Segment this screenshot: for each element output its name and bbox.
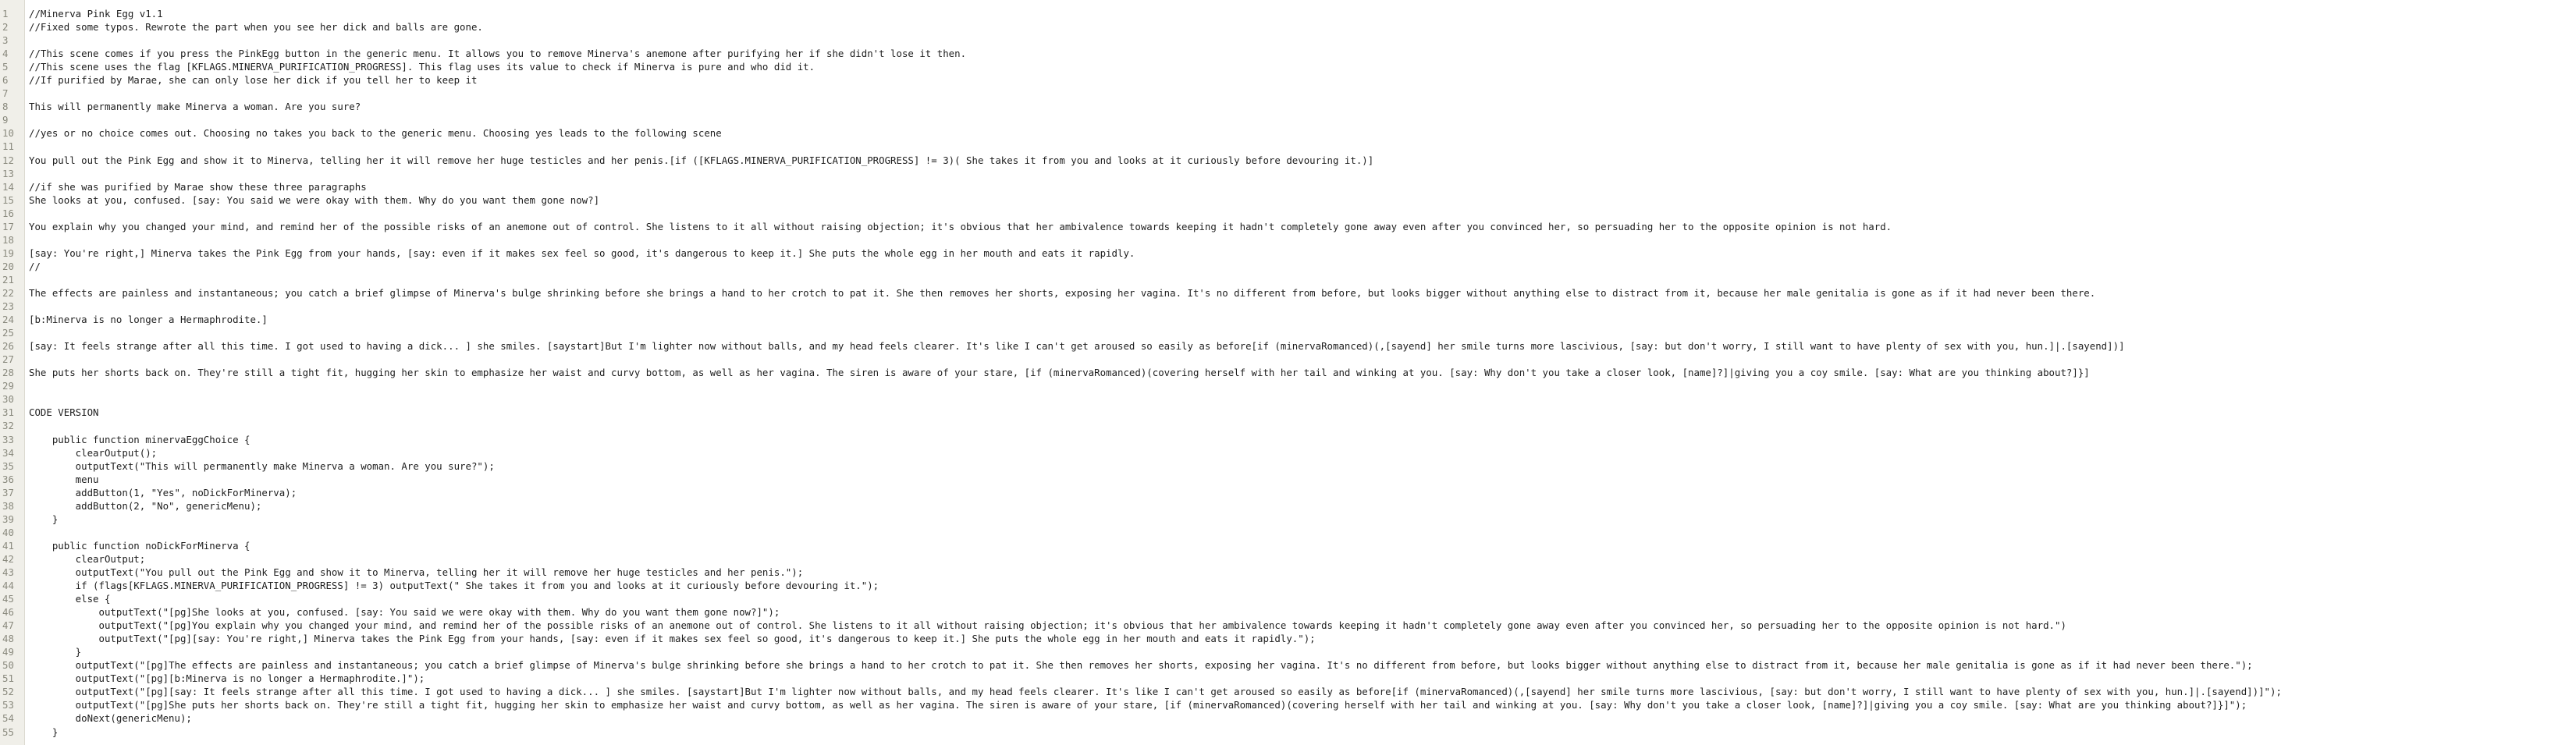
line-number: 43 [2,566,14,578]
code-line[interactable] [29,273,2576,286]
line-number: 8 [2,101,9,113]
code-line[interactable] [29,353,2576,366]
line-number: 20 [2,260,14,272]
line-number: 17 [2,220,14,232]
code-line[interactable]: outputText("[pg]She puts her shorts back on. They're still a tight fit, hugging her skin to emphasize her waist and curvy bottom, as well as her vagina. The siren is aware of your stare, [if (minervaRomanced)(covering herself with her tail and winking at you. [say: Why don't you take a closer look, [name]?]|giving you a coy smile. [say: What are you thinking about?]}]"); [29,699,2247,711]
code-area[interactable] [25,0,2576,745]
line-number: 32 [2,420,14,432]
code-line[interactable]: //Minerva Pink Egg v1.1 [29,8,163,20]
line-number: 3 [2,34,9,47]
code-line[interactable]: You explain why you changed your mind, and remind her of the possible risks of an anemone out of control. She listens to it all without raising objection; it's obvious that her ambivalence towards keeping it hadn't completely gone away even after you convinced her, so persuading her to the opposite opinion is not hard. [29,220,1892,232]
line-number: 5 [2,61,9,73]
line-number: 42 [2,552,14,565]
line-number: 2 [2,21,9,34]
line-number: 33 [2,433,14,445]
code-line[interactable] [29,167,2576,180]
code-line[interactable]: This will permanently make Minerva a woman. Are you sure? [29,101,361,113]
code-line[interactable]: [say: It feels strange after all this time. I got used to having a dick... ] she smiles. [saystart]But I'm lighter now without balls, and my head feels clearer. It's like I can't get aroused so easily as before[if (minervaRomanced)(,[sayend] her smile turns more lascivious, [say: but don't worry, I still want to have plenty of sex with you, hun.]|.[sayend])] [29,340,2125,353]
line-number: 35 [2,459,14,472]
code-line[interactable]: doNext(genericMenu); [29,712,192,725]
code-line[interactable]: public function noDickForMinerva { [29,539,250,552]
code-line[interactable]: // [29,260,41,272]
code-line[interactable]: //This scene uses the flag [KFLAGS.MINERVA_PURIFICATION_PROGRESS]. This flag uses its value to check if Minerva is pure and who did it. [29,61,815,73]
code-line[interactable]: addButton(2, "No", genericMenu); [29,499,262,512]
code-line[interactable] [29,392,2576,406]
line-number: 23 [2,300,14,313]
code-line[interactable] [29,207,2576,220]
code-line[interactable]: clearOutput(); [29,446,158,459]
line-number: 47 [2,619,14,632]
line-number: 46 [2,606,14,619]
line-number: 53 [2,699,14,711]
line-number: 48 [2,633,14,645]
line-number: 13 [2,167,14,179]
code-line[interactable] [29,326,2576,339]
line-number-gutter [0,0,25,745]
code-line[interactable] [29,419,2576,432]
line-number: 16 [2,207,14,219]
code-line[interactable] [29,379,2576,392]
line-number: 49 [2,646,14,658]
line-number: 7 [2,87,9,100]
code-line[interactable]: outputText("[pg]The effects are painless and instantaneous; you catch a brief glimpse of Minerva's bulge shrinking before she brings a hand to her crotch to pat it. She then removes her shorts, exposing her vagina. It's no different from before, but looks bigger without anything else to distract from it, because her male genitalia is gone as if it had never been there."); [29,659,2253,672]
code-line[interactable]: //This scene comes if you press the PinkEgg button in the generic menu. It allows you to remove Minerva's anemone after purifying her if she didn't lose it then. [29,48,967,60]
code-line[interactable]: outputText("[pg][say: It feels strange after all this time. I got used to having a dick... ] she smiles. [saystart]But I'm lighter now without balls, and my head feels clearer. It's like I can't get aroused so easily as before[if (minervaRomanced)(,[sayend] her smile turns more lascivious, [say: but don't worry, I still want to have plenty of sex with you, hun.]|.[sayend])]"); [29,686,2282,698]
line-number: 10 [2,127,14,140]
code-line[interactable]: CODE VERSION [29,406,99,419]
code-line[interactable]: You pull out the Pink Egg and show it to Minerva, telling her it will remove her huge testicles and her penis.[if ([KFLAGS.MINERVA_PURIFICATION_PROGRESS] != 3)( She takes it from you and looks at it curiously before devouring it.)] [29,154,1374,166]
line-number: 27 [2,353,14,366]
line-number: 9 [2,114,9,126]
line-number: 41 [2,539,14,552]
code-line[interactable] [29,233,2576,247]
line-number: 34 [2,446,14,459]
code-line[interactable] [29,113,2576,126]
code-line[interactable] [29,300,2576,313]
code-line[interactable]: //If purified by Marae, she can only lose her dick if you tell her to keep it [29,74,478,87]
line-number: 11 [2,140,14,153]
code-line[interactable]: //if she was purified by Marae show these three paragraphs [29,180,367,193]
line-number: 44 [2,580,14,592]
line-number: 18 [2,233,14,246]
code-line[interactable]: outputText("You pull out the Pink Egg and show it to Minerva, telling her it will remove her huge testicles and her penis."); [29,566,804,578]
line-number: 37 [2,486,14,498]
line-number: 31 [2,406,14,419]
code-line[interactable]: } [29,513,59,525]
line-number: 1 [2,8,9,20]
code-line[interactable] [29,34,2576,47]
code-line[interactable]: addButton(1, "Yes", noDickForMinerva); [29,486,297,498]
code-line[interactable]: else { [29,593,111,605]
line-number: 14 [2,180,14,193]
line-number: 19 [2,247,14,259]
line-number: 51 [2,672,14,685]
line-number: 15 [2,193,14,206]
code-line[interactable]: //Fixed some typos. Rewrote the part when you see her dick and balls are gone. [29,21,483,34]
code-line[interactable]: } [29,725,59,738]
code-line[interactable]: if (flags[KFLAGS.MINERVA_PURIFICATION_PROGRESS] != 3) outputText(" She takes it from you and looks at it curiously before devouring it."); [29,580,879,592]
code-line[interactable]: menu [29,473,99,485]
line-number: 12 [2,154,14,166]
line-number: 40 [2,526,14,538]
line-number: 36 [2,473,14,485]
line-number: 22 [2,286,14,299]
code-line[interactable]: outputText("[pg][say: You're right,] Minerva takes the Pink Egg from your hands, [say: even if it makes sex feel so good, it's dangerous to keep it.] She puts the whole egg in her mouth and eats it rapidly."); [29,633,1316,645]
line-number: 29 [2,380,14,392]
line-number: 50 [2,659,14,672]
line-number: 38 [2,499,14,512]
code-line[interactable]: outputText("[pg][b:Minerva is no longer a Hermaphrodite.]"); [29,672,425,685]
code-line[interactable]: //yes or no choice comes out. Choosing no takes you back to the generic menu. Choosing yes leads to the following scene [29,127,722,140]
line-number: 54 [2,712,14,725]
line-number: 21 [2,273,14,286]
code-line[interactable]: outputText("This will permanently make Minerva a woman. Are you sure?"); [29,459,495,472]
code-line[interactable]: She puts her shorts back on. They're still a tight fit, hugging her skin to emphasize her waist and curvy bottom, as well as her vagina. The siren is aware of your stare, [if (minervaRomanced)(covering herself with her tail and winking at you. [say: Why don't you take a closer look, [name]?]|giving you a coy smile. [say: What are you thinking about?]}] [29,367,2090,379]
code-line[interactable]: [say: You're right,] Minerva takes the Pink Egg from your hands, [say: even if it makes sex feel so good, it's dangerous to keep it.] She puts the whole egg in her mouth and eats it rapidly. [29,247,1135,259]
line-number: 4 [2,48,9,60]
line-number: 30 [2,393,14,406]
code-line[interactable]: The effects are painless and instantaneous; you catch a brief glimpse of Minerva's bulge shrinking before she brings a hand to her crotch to pat it. She then removes her shorts, exposing her vagina. It's no different from before, but looks bigger without anything else to distract from it, because her male genitalia is gone as if it had never been there. [29,286,2096,299]
line-number: 24 [2,314,14,326]
code-line[interactable]: } [29,646,82,658]
line-number: 26 [2,340,14,353]
line-number: 39 [2,513,14,525]
line-number: 55 [2,725,14,738]
line-number: 52 [2,686,14,698]
code-line[interactable]: clearOutput; [29,552,146,565]
code-line[interactable] [29,526,2576,539]
code-line[interactable]: She looks at you, confused. [say: You said we were okay with them. Why do you want them gone now?] [29,193,600,206]
line-number: 45 [2,593,14,605]
code-line[interactable]: public function minervaEggChoice { [29,433,250,445]
code-line[interactable] [29,140,2576,153]
code-line[interactable]: [b:Minerva is no longer a Hermaphrodite.] [29,314,268,326]
line-number: 28 [2,367,14,379]
code-line[interactable]: outputText("[pg]You explain why you changed your mind, and remind her of the possible risks of an anemone out of control. She listens to it all without raising objection; it's obvious that her ambivalence towards keeping it hadn't completely gone away even after you convinced her, so persuading her to the opposite opinion is not hard.") [29,619,2066,632]
code-line[interactable]: outputText("[pg]She looks at you, confused. [say: You said we were okay with them. Why do you want them gone now?]"); [29,606,780,619]
code-line[interactable] [29,87,2576,100]
line-number: 25 [2,327,14,339]
line-number: 6 [2,74,9,87]
